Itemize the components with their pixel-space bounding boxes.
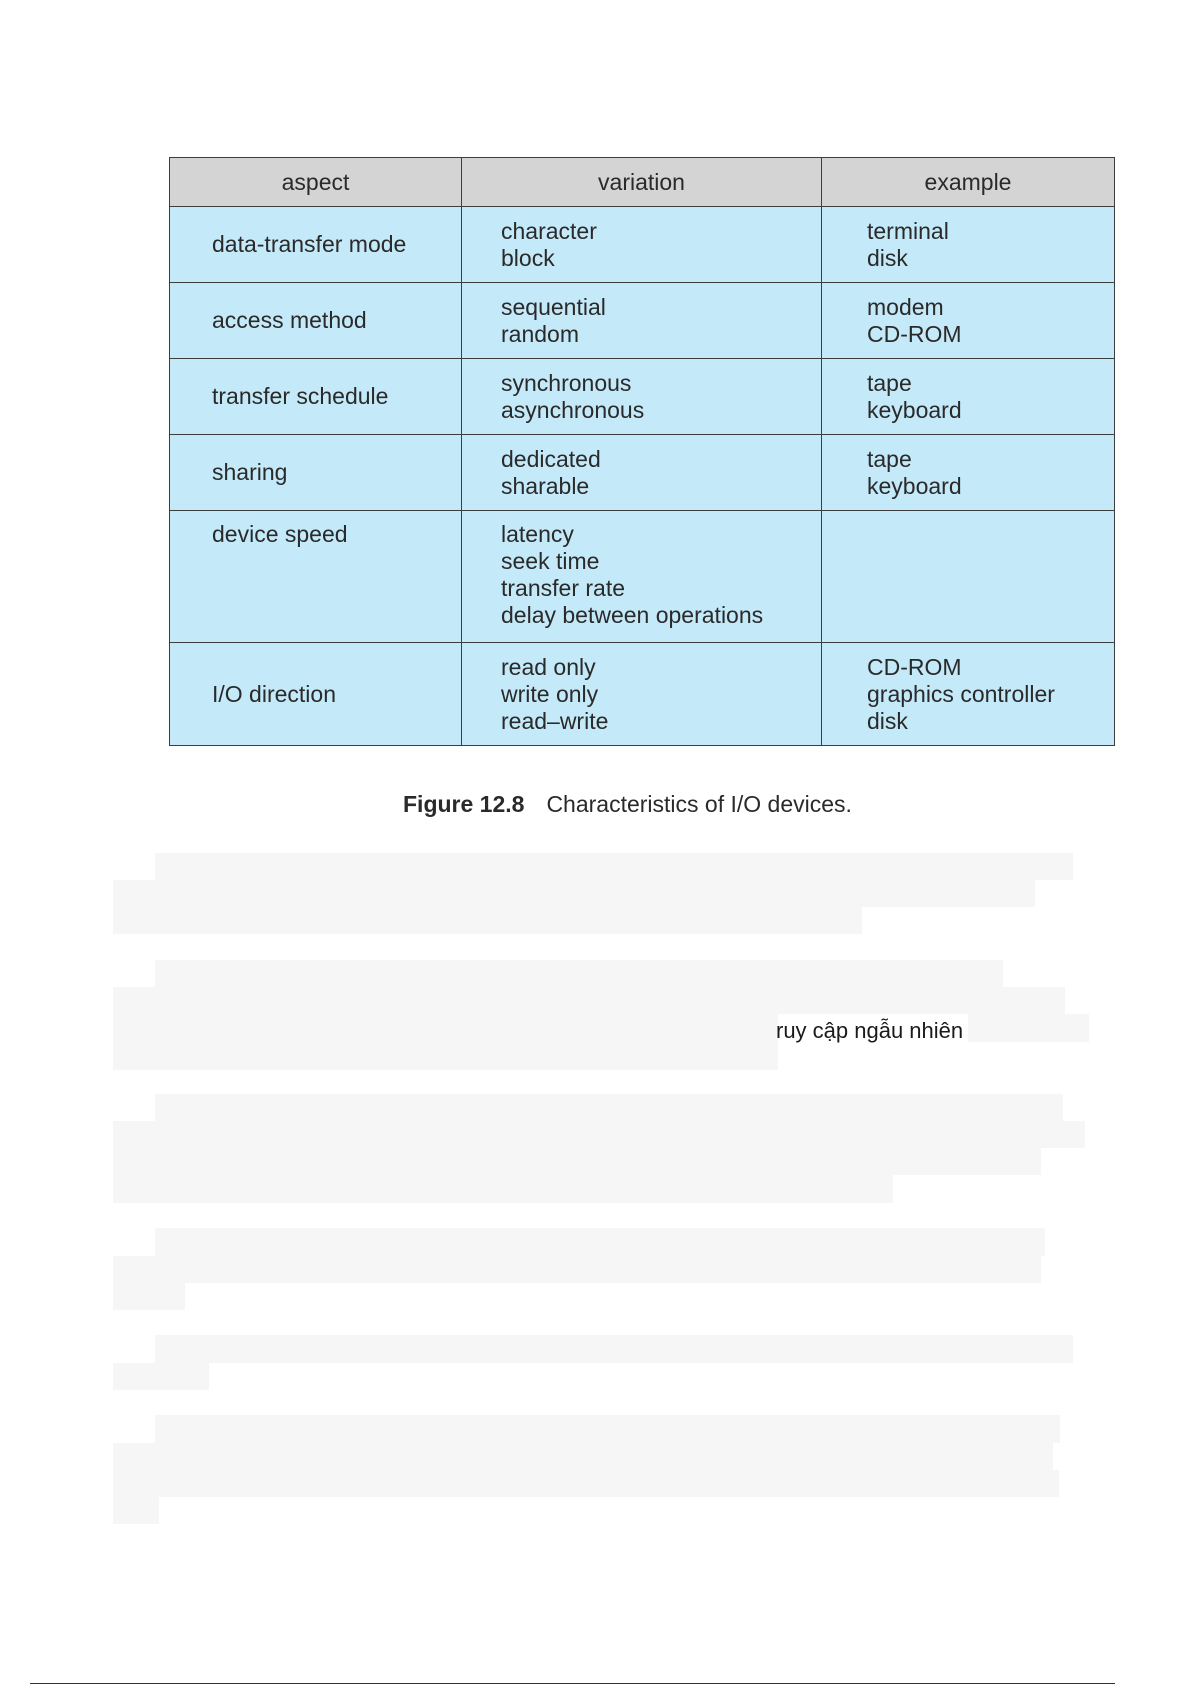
figure-label: Figure 12.8 bbox=[403, 791, 525, 817]
example-text: keyboard bbox=[867, 396, 962, 423]
example-text: tape bbox=[867, 369, 912, 396]
io-characteristics-table bbox=[169, 157, 1115, 746]
variation-text: latency bbox=[501, 521, 574, 547]
variation-text: read–write bbox=[501, 707, 609, 734]
variation-text: character bbox=[501, 217, 597, 244]
aspect-text: device speed bbox=[212, 521, 348, 547]
example-text: CD-ROM bbox=[867, 653, 962, 680]
variation-cell bbox=[462, 283, 822, 359]
variation-text: delay between operations bbox=[501, 602, 764, 628]
figure-caption-text: Characteristics of I/O devices. bbox=[546, 791, 852, 817]
variation-text: block bbox=[501, 244, 555, 271]
table-row bbox=[170, 207, 1115, 283]
variation-text: read only bbox=[501, 653, 596, 680]
aspect-text: I/O direction bbox=[212, 680, 336, 707]
header-variation: variation bbox=[462, 158, 822, 207]
example-text: graphics controller bbox=[867, 680, 1055, 707]
aspect-text: sharing bbox=[212, 459, 288, 485]
example-text: CD-ROM bbox=[867, 320, 962, 347]
example-text: keyboard bbox=[867, 472, 962, 499]
variation-text: sharable bbox=[501, 472, 590, 499]
table-row bbox=[170, 359, 1115, 435]
variation-text: sequential bbox=[501, 293, 606, 320]
example-cell bbox=[822, 359, 1115, 435]
variation-cell bbox=[462, 511, 822, 643]
header-example: example bbox=[822, 158, 1115, 207]
table-row bbox=[170, 643, 1115, 746]
variation-cell bbox=[462, 435, 822, 511]
aspect-cell bbox=[170, 435, 462, 511]
variation-text: write only bbox=[501, 680, 599, 707]
example-cell bbox=[822, 643, 1115, 746]
aspect-cell bbox=[170, 511, 462, 643]
variation-text: asynchronous bbox=[501, 396, 645, 423]
table-row bbox=[170, 435, 1115, 511]
header-aspect: aspect bbox=[170, 158, 462, 207]
variation-text: synchronous bbox=[501, 369, 632, 396]
aspect-cell bbox=[170, 207, 462, 283]
footer-rule bbox=[30, 1683, 1115, 1684]
table-row bbox=[170, 283, 1115, 359]
aspect-cell bbox=[170, 283, 462, 359]
variation-cell bbox=[462, 207, 822, 283]
aspect-text: transfer schedule bbox=[212, 383, 389, 409]
example-text: modem bbox=[867, 293, 944, 320]
example-cell bbox=[822, 283, 1115, 359]
aspect-cell bbox=[170, 643, 462, 746]
variation-text: seek time bbox=[501, 548, 600, 574]
aspect-text: access method bbox=[212, 307, 367, 333]
example-text: disk bbox=[867, 707, 908, 734]
example-text: terminal bbox=[867, 217, 949, 244]
variation-text: transfer rate bbox=[501, 575, 625, 601]
table-header-row bbox=[170, 158, 1115, 207]
figure-caption bbox=[403, 791, 852, 818]
example-cell bbox=[822, 207, 1115, 283]
handwritten-annotation: ruy cập ngẫu nhiên bbox=[776, 1018, 964, 1043]
variation-cell bbox=[462, 359, 822, 435]
aspect-cell bbox=[170, 359, 462, 435]
example-text: disk bbox=[867, 244, 908, 271]
example-cell bbox=[822, 435, 1115, 511]
table-row bbox=[170, 511, 1115, 643]
variation-text: dedicated bbox=[501, 445, 601, 472]
example-text: tape bbox=[867, 445, 912, 472]
aspect-text: data-transfer mode bbox=[212, 231, 407, 257]
variation-text: random bbox=[501, 320, 579, 347]
variation-cell bbox=[462, 643, 822, 746]
example-cell bbox=[822, 511, 1115, 643]
